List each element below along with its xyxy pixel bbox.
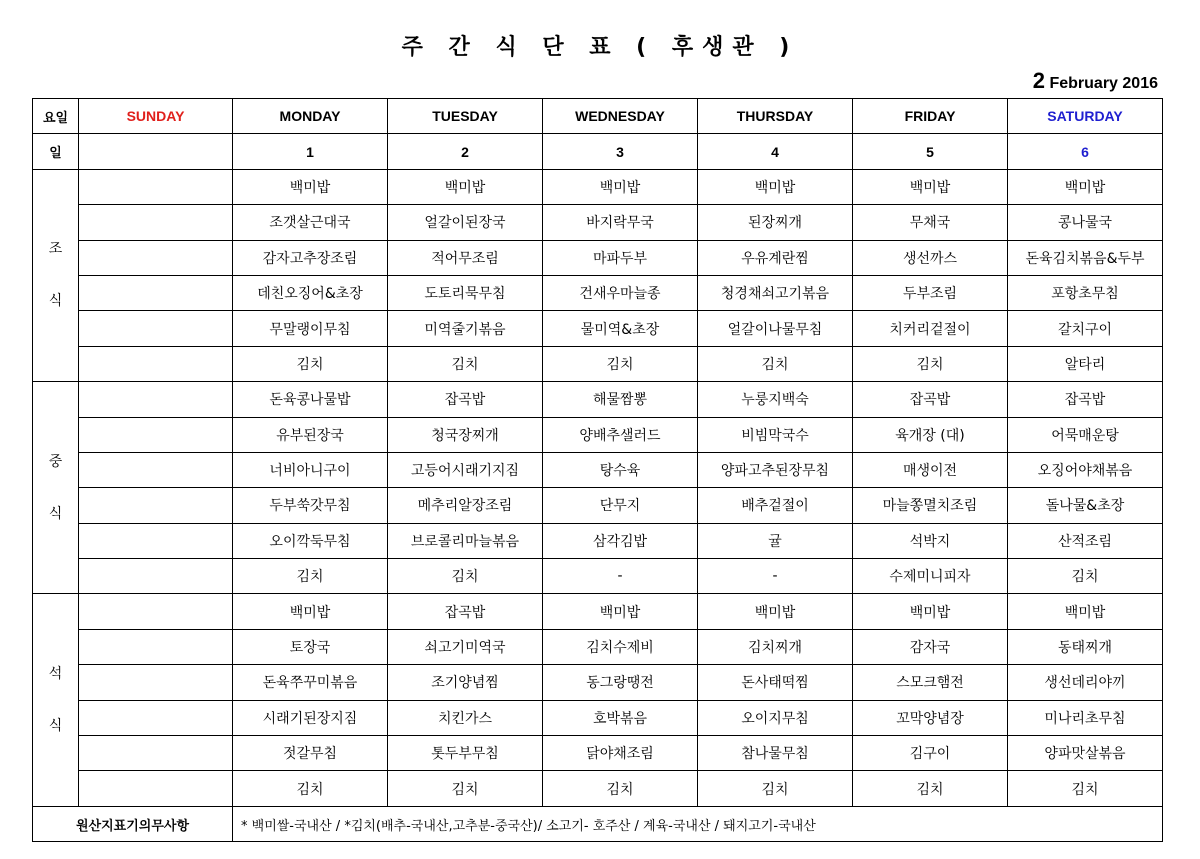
menu-cell [79,311,233,346]
menu-cell: 적어무조림 [388,240,543,275]
menu-cell: 어묵매운탕 [1008,417,1163,452]
menu-cell: 김치 [698,346,853,381]
menu-cell: 잡곡밥 [853,382,1008,417]
menu-row [33,240,1163,275]
day-thursday: THURSDAY [698,99,853,134]
menu-cell [79,169,233,204]
menu-cell: 알타리 [1008,346,1163,381]
menu-cell: 김치수제비 [543,629,698,664]
menu-cell: 잡곡밥 [1008,382,1163,417]
menu-cell: 백미밥 [543,169,698,204]
menu-cell [79,523,233,558]
menu-cell: 조기양념찜 [388,665,543,700]
menu-cell: 치커리겉절이 [853,311,1008,346]
menu-cell [79,736,233,771]
menu-cell [79,700,233,735]
menu-row [33,346,1163,381]
origin-note: * 백미쌀-국내산 / *김치(배추-국내산,고추분-중국산)/ 소고기- 호주산 / 계육-국내산 / 돼지고기-국내산 [233,806,1163,841]
menu-cell: 고등어시래기지짐 [388,452,543,487]
date-thursday: 4 [698,134,853,169]
menu-cell: 김치 [543,346,698,381]
menu-cell [79,665,233,700]
menu-cell: 김치 [698,771,853,806]
menu-cell: 삼각김밥 [543,523,698,558]
menu-cell: 김치 [1008,559,1163,594]
menu-cell: 청경채쇠고기볶음 [698,275,853,310]
menu-cell: 마늘쫑멸치조림 [853,488,1008,523]
menu-cell: 백미밥 [233,594,388,629]
day-label-cell: 요일 [33,99,79,134]
menu-cell: 백미밥 [1008,169,1163,204]
date-label-cell: 일 [33,134,79,169]
menu-cell: 석박지 [853,523,1008,558]
footer-row [33,806,1163,841]
menu-cell: 김치찌개 [698,629,853,664]
menu-cell: 오이깍둑무침 [233,523,388,558]
menu-row [33,594,1163,629]
menu-cell: 잡곡밥 [388,382,543,417]
menu-row [33,205,1163,240]
menu-row [33,417,1163,452]
menu-cell: 도토리묵무침 [388,275,543,310]
menu-cell: 무채국 [853,205,1008,240]
menu-cell: 매생이전 [853,452,1008,487]
menu-cell: 오이지무침 [698,700,853,735]
day-header-row [33,99,1163,134]
menu-cell: 배추겉절이 [698,488,853,523]
date-wednesday: 3 [543,134,698,169]
menu-cell: 동그랑땡전 [543,665,698,700]
date-day: 2 [1032,68,1046,93]
menu-cell: 돈육콩나물밥 [233,382,388,417]
menu-row [33,523,1163,558]
day-friday: FRIDAY [853,99,1008,134]
menu-cell: 육개장 (대) [853,417,1008,452]
menu-cell: 미나리초무침 [1008,700,1163,735]
menu-row [33,169,1163,204]
menu-cell: 시래기된장지짐 [233,700,388,735]
menu-cell: 김치 [388,559,543,594]
menu-cell: 얼갈이된장국 [388,205,543,240]
menu-cell: 김치 [388,346,543,381]
menu-cell: 백미밥 [698,169,853,204]
menu-cell [79,594,233,629]
menu-cell: 포항초무침 [1008,275,1163,310]
menu-cell: 누룽지백숙 [698,382,853,417]
menu-cell: 닭야채조림 [543,736,698,771]
menu-cell: 미역줄기볶음 [388,311,543,346]
menu-cell: 백미밥 [1008,594,1163,629]
menu-cell [79,452,233,487]
menu-cell: 백미밥 [853,594,1008,629]
menu-row [33,665,1163,700]
menu-cell: 감자국 [853,629,1008,664]
menu-cell: 톳두부무침 [388,736,543,771]
origin-label: 원산지표기의무사항 [33,806,233,841]
date-sunday [79,134,233,169]
date-month-year: February 2016 [1049,75,1158,92]
menu-cell: 백미밥 [388,169,543,204]
menu-cell: 오징어야채볶음 [1008,452,1163,487]
menu-cell: 감자고추장조림 [233,240,388,275]
meal-label-line: 석 [48,666,63,683]
menu-cell [79,771,233,806]
meal-label-line: 중 [48,453,63,470]
menu-cell [79,382,233,417]
menu-cell: 잡곡밥 [388,594,543,629]
menu-cell: 젓갈무침 [233,736,388,771]
menu-cell: 콩나물국 [1008,205,1163,240]
menu-row [33,559,1163,594]
menu-cell: 김치 [853,771,1008,806]
menu-cell [79,240,233,275]
menu-row [33,452,1163,487]
weekly-menu-table [32,98,1163,842]
menu-cell [79,417,233,452]
date-tuesday: 2 [388,134,543,169]
menu-row [33,629,1163,664]
menu-row [33,382,1163,417]
menu-cell: 물미역&초장 [543,311,698,346]
menu-row [33,700,1163,735]
menu-cell: 돌나물&초장 [1008,488,1163,523]
menu-row [33,771,1163,806]
menu-cell [79,346,233,381]
meal-label-line: 식 [48,505,63,522]
menu-cell: 동태찌개 [1008,629,1163,664]
menu-cell: 김치 [233,559,388,594]
date-row [33,134,1163,169]
day-monday: MONDAY [233,99,388,134]
menu-cell [79,488,233,523]
menu-cell: 단무지 [543,488,698,523]
menu-cell: 양배추샐러드 [543,417,698,452]
page-title: 주 간 식 단 표 ( 후생관 ) [401,35,799,60]
menu-cell: 김치 [1008,771,1163,806]
menu-row [33,736,1163,771]
menu-cell: 김치 [853,346,1008,381]
meal-label-line: 조 [48,241,63,258]
menu-cell: 김치 [233,346,388,381]
day-wednesday: WEDNESDAY [543,99,698,134]
date-friday: 5 [853,134,1008,169]
menu-cell: 쇠고기미역국 [388,629,543,664]
meal-label-breakfast [33,169,79,381]
menu-row [33,275,1163,310]
menu-cell: 호박볶음 [543,700,698,735]
day-saturday: SATURDAY [1008,99,1163,134]
menu-body [33,99,1163,842]
menu-cell: 브로콜리마늘볶음 [388,523,543,558]
menu-cell: 양파고추된장무침 [698,452,853,487]
menu-cell: 백미밥 [543,594,698,629]
menu-cell: 된장찌개 [698,205,853,240]
menu-cell: 생선데리야끼 [1008,665,1163,700]
menu-cell: 조갯살근대국 [233,205,388,240]
menu-cell: - [698,559,853,594]
menu-cell: 산적조림 [1008,523,1163,558]
menu-cell: 비빔막국수 [698,417,853,452]
menu-cell: 탕수육 [543,452,698,487]
menu-cell: 무말랭이무침 [233,311,388,346]
menu-cell: 참나물무침 [698,736,853,771]
day-tuesday: TUESDAY [388,99,543,134]
menu-cell: 스모크햄전 [853,665,1008,700]
meal-label-lunch [33,382,79,594]
menu-cell: 김치 [543,771,698,806]
menu-cell [79,275,233,310]
menu-cell [79,205,233,240]
menu-cell: 갈치구이 [1008,311,1163,346]
menu-cell: 바지락무국 [543,205,698,240]
meal-label-line: 식 [48,293,63,310]
menu-cell: 백미밥 [233,169,388,204]
menu-cell: 데친오징어&초장 [233,275,388,310]
menu-cell: 유부된장국 [233,417,388,452]
menu-cell [79,629,233,664]
menu-cell: 돈사태떡찜 [698,665,853,700]
menu-cell: 생선까스 [853,240,1008,275]
menu-cell: 얼갈이나물무침 [698,311,853,346]
menu-cell: 김치 [233,771,388,806]
menu-cell: 돈육김치볶음&두부 [1008,240,1163,275]
menu-cell: 너비아니구이 [233,452,388,487]
menu-row [33,488,1163,523]
menu-cell: 마파두부 [543,240,698,275]
menu-cell: 수제미니피자 [853,559,1008,594]
menu-cell: 해물짬뽕 [543,382,698,417]
menu-cell: 백미밥 [853,169,1008,204]
menu-cell: 두부쑥갓무침 [233,488,388,523]
day-sunday: SUNDAY [79,99,233,134]
menu-cell: 귤 [698,523,853,558]
menu-cell: 토장국 [233,629,388,664]
meal-label-dinner [33,594,79,806]
menu-cell: 청국장찌개 [388,417,543,452]
menu-row [33,311,1163,346]
date-monday: 1 [233,134,388,169]
menu-cell: 치킨가스 [388,700,543,735]
menu-date [1033,68,1158,94]
menu-cell: 꼬막양념장 [853,700,1008,735]
date-saturday: 6 [1008,134,1163,169]
menu-cell: 건새우마늘종 [543,275,698,310]
menu-cell: 두부조림 [853,275,1008,310]
menu-cell: 김치 [388,771,543,806]
menu-cell: - [543,559,698,594]
menu-cell: 메추리알장조림 [388,488,543,523]
menu-cell: 양파맛살볶음 [1008,736,1163,771]
menu-cell: 우유계란찜 [698,240,853,275]
meal-label-line: 식 [48,718,63,735]
menu-cell [79,559,233,594]
menu-cell: 돈육쭈꾸미볶음 [233,665,388,700]
menu-cell: 백미밥 [698,594,853,629]
menu-cell: 김구이 [853,736,1008,771]
